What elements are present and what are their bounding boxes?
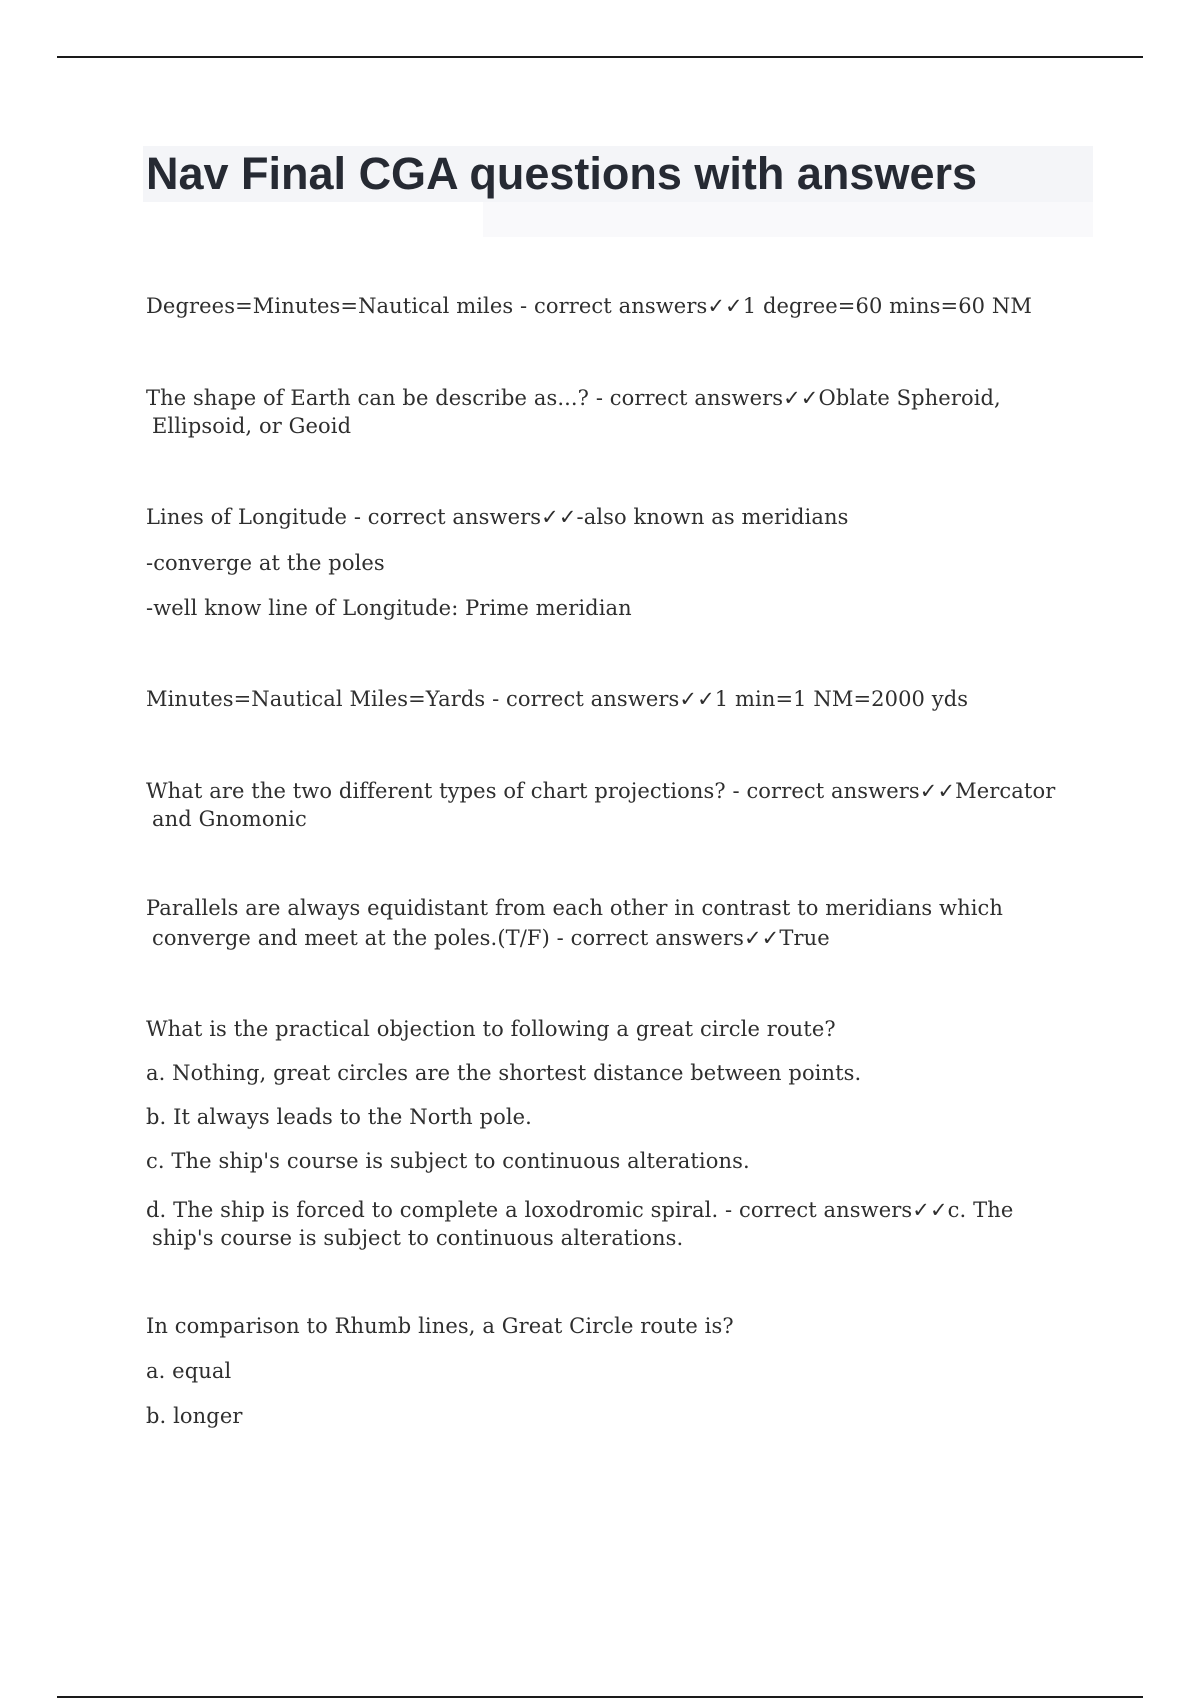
qa-great-circle-option-a: a. Nothing, great circles are the shortest distance between points. [146,1061,862,1085]
bottom-rule [57,1696,1143,1698]
qa-great-circle-option-d: d. The ship is forced to complete a loxodromic spiral. - correct answers✓✓c. The [146,1198,1014,1222]
qa-rhumb-question: In comparison to Rhumb lines, a Great Circle route is? [146,1314,734,1338]
qa-chart-projections-cont: and Gnomonic [152,807,307,831]
qa-longitude: Lines of Longitude - correct answers✓✓-also known as meridians [146,505,849,529]
qa-great-circle-answer-cont: ship's course is subject to continuous alterations. [152,1226,684,1250]
document-title: Nav Final CGA questions with answers [146,148,978,199]
qa-minutes-yards: Minutes=Nautical Miles=Yards - correct answers✓✓1 min=1 NM=2000 yds [146,687,969,711]
qa-earth-shape: The shape of Earth can be describe as...? - correct answers✓✓Oblate Spheroid, [146,386,1001,410]
qa-parallels-cont: converge and meet at the poles.(T/F) - correct answers✓✓True [152,926,830,950]
qa-parallels: Parallels are always equidistant from each other in contrast to meridians which [146,896,1003,920]
qa-rhumb-option-a: a. equal [146,1359,232,1383]
qa-great-circle-option-b: b. It always leads to the North pole. [146,1105,532,1129]
top-rule [57,56,1143,58]
qa-longitude-point-2: -well know line of Longitude: Prime meridian [146,596,632,620]
qa-earth-shape-cont: Ellipsoid, or Geoid [152,414,352,438]
title-banner [143,146,1093,202]
qa-great-circle-question: What is the practical objection to following a great circle route? [146,1017,836,1041]
qa-longitude-point-1: -converge at the poles [146,551,385,575]
qa-great-circle-option-c: c. The ship's course is subject to continuous alterations. [146,1149,750,1173]
qa-chart-projections: What are the two different types of chart projections? - correct answers✓✓Mercator [146,779,1056,803]
qa-rhumb-option-b: b. longer [146,1404,243,1428]
qa-degrees-minutes: Degrees=Minutes=Nautical miles - correct answers✓✓1 degree=60 mins=60 NM [146,294,1032,318]
